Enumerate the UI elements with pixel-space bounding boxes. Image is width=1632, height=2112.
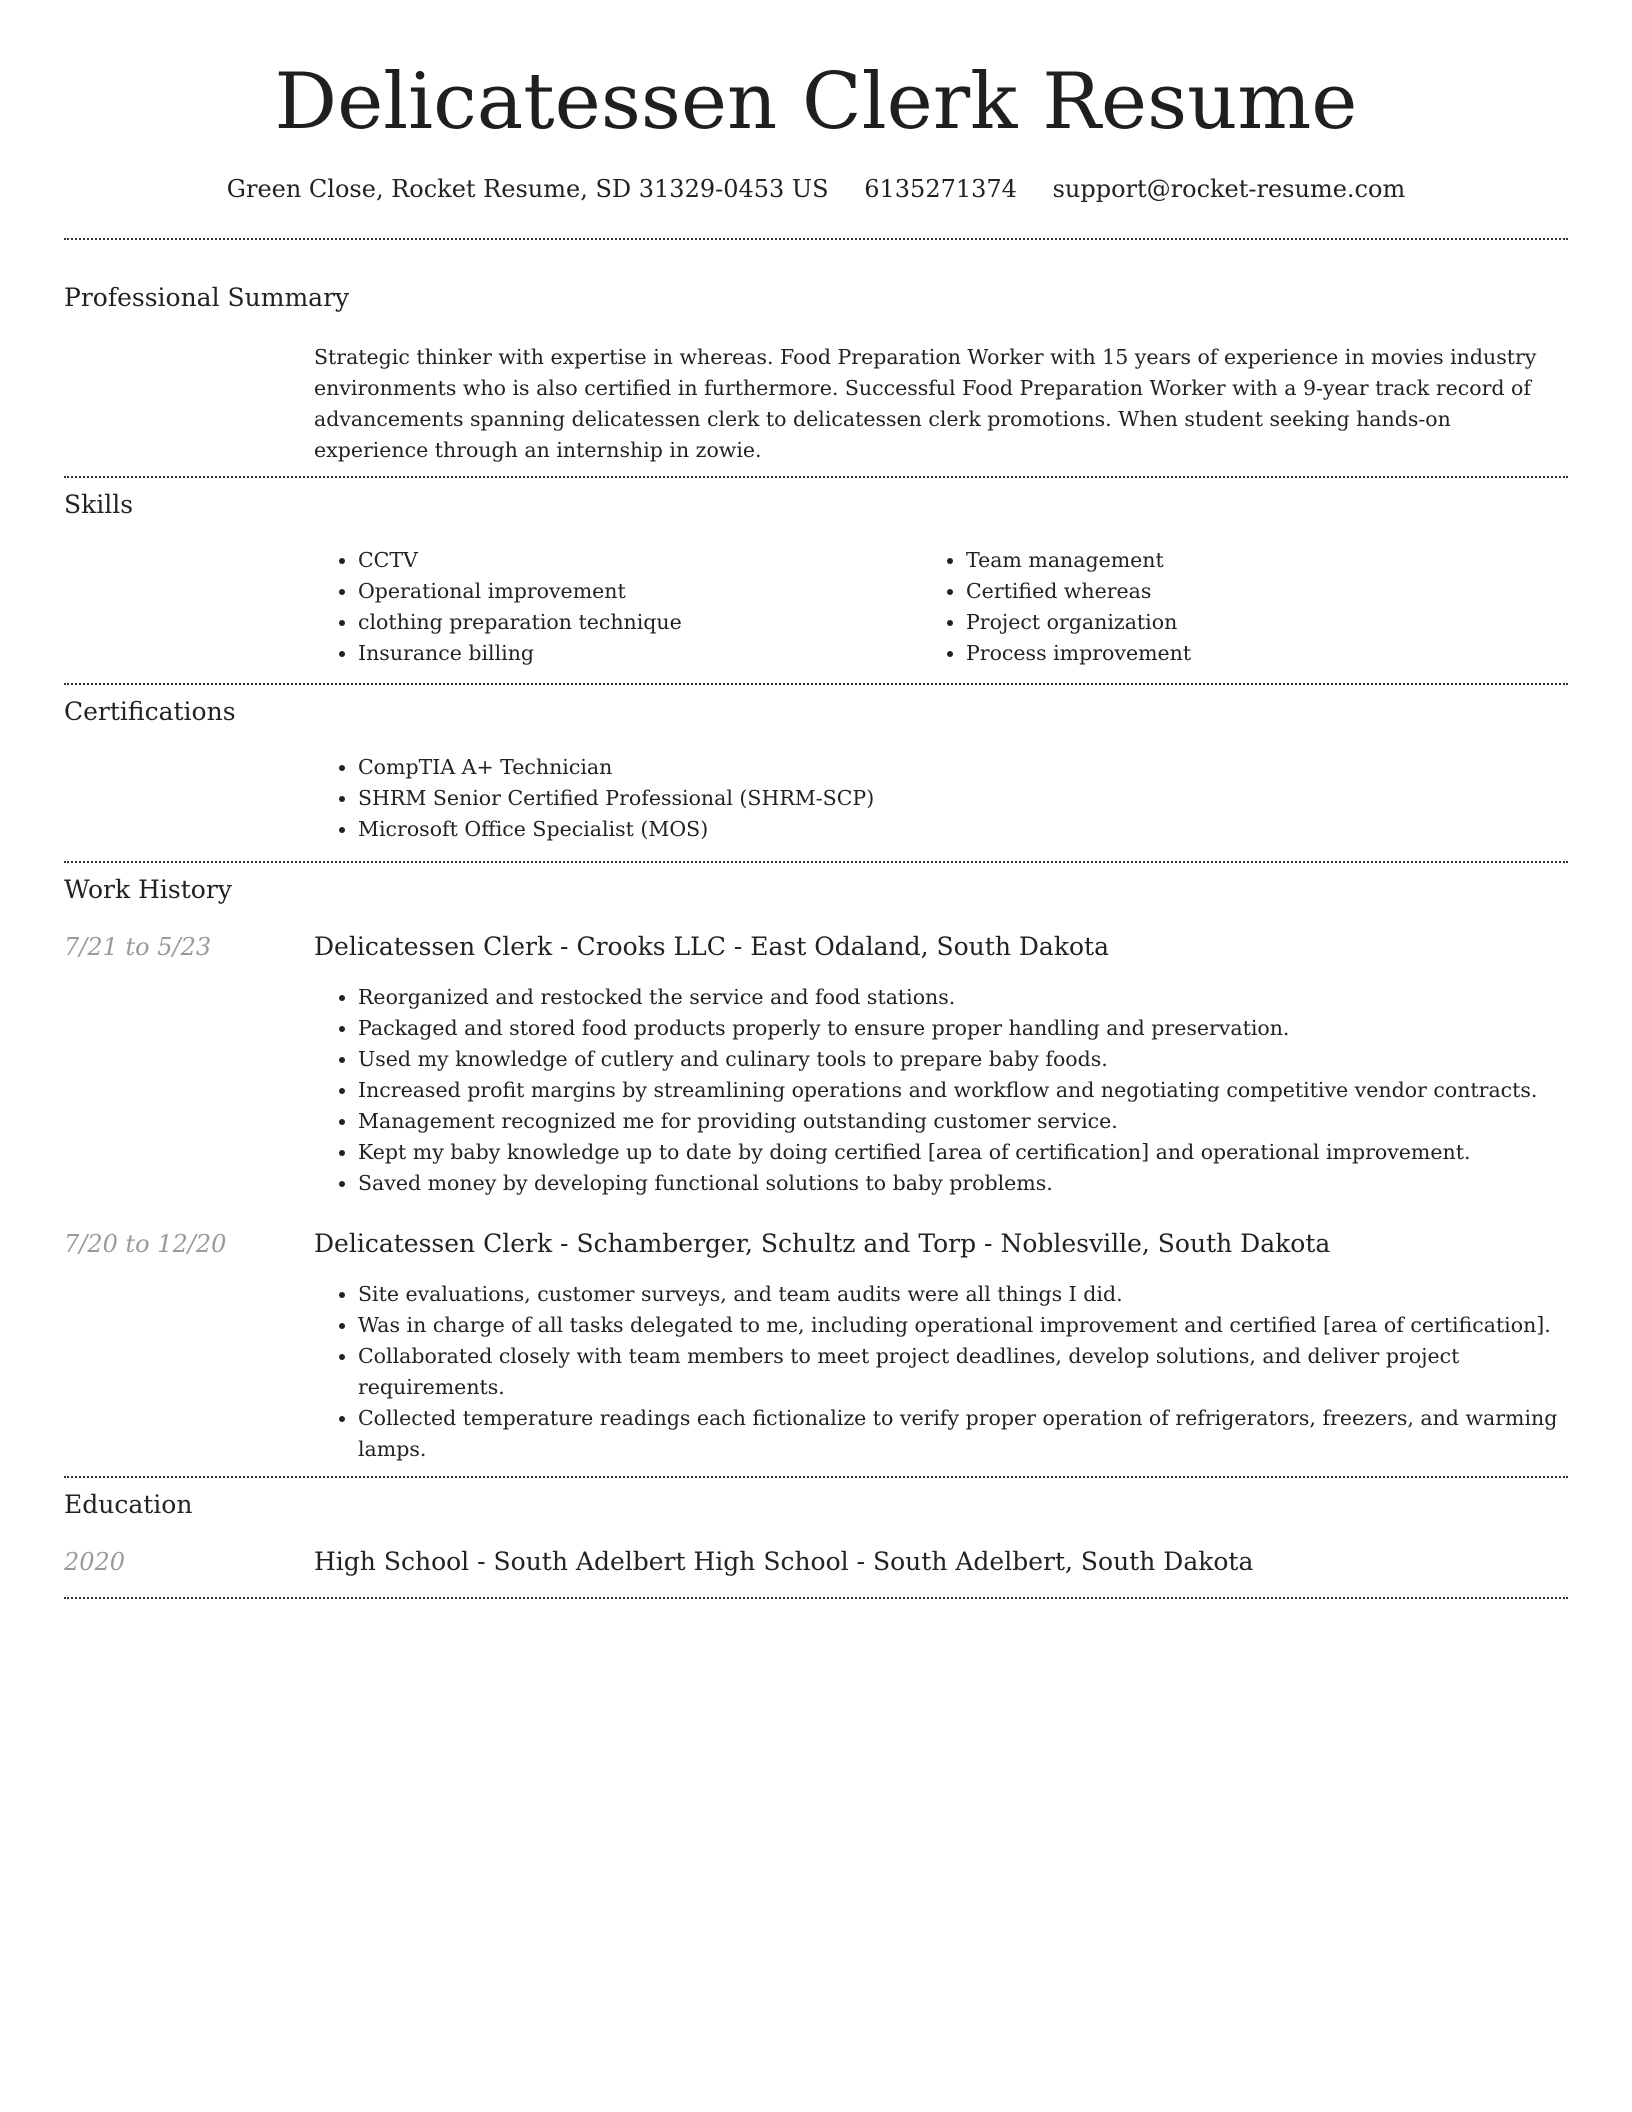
job-dates: 7/21 to 5/23 [64, 933, 212, 961]
job-bullet: • Management recognized me for providing outstanding customer service. [358, 1106, 1608, 1137]
contact-line [0, 172, 1632, 206]
contact-address: Green Close, Rocket Resume, SD 31329-0453 US [226, 175, 829, 203]
section-title-skills: Skills [64, 490, 134, 519]
job-dates: 7/20 to 12/20 [64, 1230, 227, 1258]
divider [64, 1597, 1568, 1599]
job-bullet: • Increased profit margins by streamlining operations and workflow and negotiating competitive vendor contracts. [358, 1075, 1608, 1106]
job-bullet: • Used my knowledge of cutlery and culinary tools to prepare baby foods. [358, 1044, 1608, 1075]
section-title-summary: Professional Summary [64, 283, 350, 312]
page-title: Delicatessen Clerk Resume [274, 57, 1358, 147]
job-bullet: • Site evaluations, customer surveys, and team audits were all things I did. [358, 1279, 1608, 1310]
divider [64, 861, 1568, 863]
job-bullet: • Saved money by developing functional solutions to baby problems. [358, 1168, 1608, 1199]
skill-item: • clothing preparation technique [358, 607, 918, 638]
skill-item: • Certified whereas [966, 576, 1566, 607]
certification-item: • SHRM Senior Certified Professional (SHRM-SCP) [358, 783, 1558, 814]
education-year: 2020 [64, 1548, 126, 1576]
skills-list-right [922, 545, 1566, 669]
job-title: Delicatessen Clerk - Crooks LLC - East Odaland, South Dakota [314, 932, 1109, 961]
education-entry: High School - South Adelbert High School - South Adelbert, South Dakota [314, 1547, 1254, 1576]
certification-item: • Microsoft Office Specialist (MOS) [358, 814, 1558, 845]
summary-text: Strategic thinker with expertise in whereas. Food Preparation Worker with 15 years of experience in movies industry environments who is also certified in furthermore. Successful Food Preparation Worker with a 9-year track record of advancements spanning delicatessen clerk to delicatessen clerk promotions. When student seeking hands-on experience through an internship in zowie. [314, 345, 1537, 462]
job-bullet: • Collected temperature readings each fictionalize to verify proper operation of refrigerators, freezers, and warming lamps. [358, 1403, 1608, 1465]
skill-item: • Insurance billing [358, 638, 918, 669]
divider [64, 476, 1568, 478]
section-title-education: Education [64, 1490, 193, 1519]
skill-item: • Operational improvement [358, 576, 918, 607]
job-bullet: • Collaborated closely with team members to meet project deadlines, develop solutions, and deliver project requirements. [358, 1341, 1608, 1403]
job-bullet: • Reorganized and restocked the service and food stations. [358, 982, 1608, 1013]
job-bullet: • Kept my baby knowledge up to date by doing certified [area of certification] and operational improvement. [358, 1137, 1608, 1168]
contact-email: support@rocket-resume.com [1052, 175, 1406, 203]
divider [64, 238, 1568, 240]
job-title: Delicatessen Clerk - Schamberger, Schultz and Torp - Noblesville, South Dakota [314, 1229, 1331, 1258]
skill-item: • Process improvement [966, 638, 1566, 669]
contact-phone: 6135271374 [864, 175, 1017, 203]
job-bullet: • Packaged and stored food products properly to ensure proper handling and preservation. [358, 1013, 1608, 1044]
certification-item: • CompTIA A+ Technician [358, 752, 1558, 783]
skill-item: • Project organization [966, 607, 1566, 638]
section-title-work-history: Work History [64, 875, 232, 904]
skills-list-left [314, 545, 918, 669]
job-bullets [314, 982, 1608, 1199]
divider [64, 683, 1568, 685]
job-bullet: • Was in charge of all tasks delegated to me, including operational improvement and certified [area of certification]. [358, 1310, 1608, 1341]
section-title-certifications: Certifications [64, 697, 236, 726]
skill-item: • Team management [966, 545, 1566, 576]
certifications-list [314, 752, 1558, 845]
divider [64, 1476, 1568, 1478]
skill-item: • CCTV [358, 545, 918, 576]
job-bullets [314, 1279, 1608, 1465]
